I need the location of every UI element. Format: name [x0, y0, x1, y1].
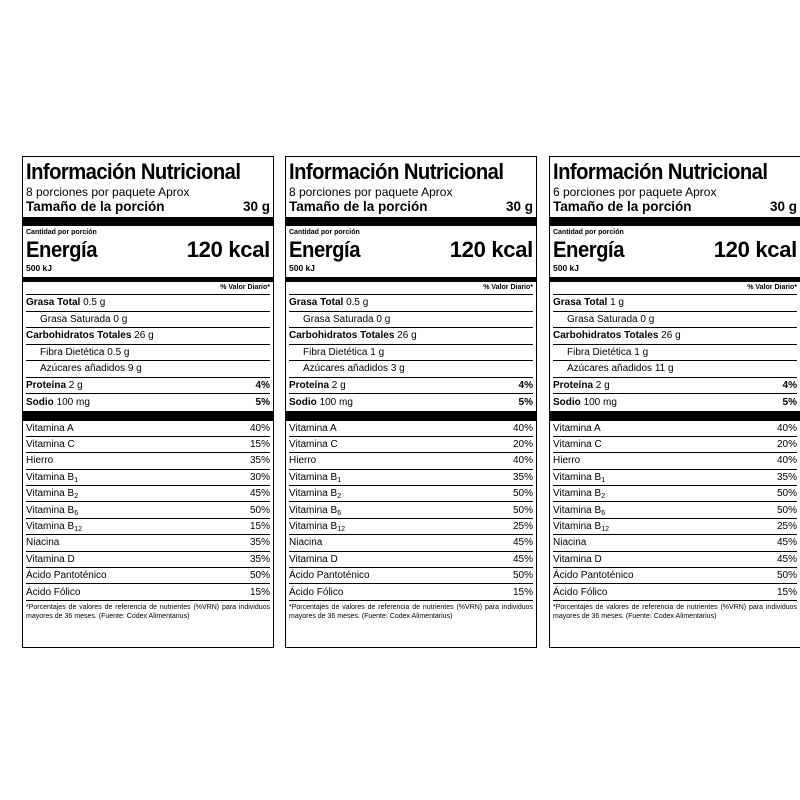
nutrient-name-group: [26, 330, 154, 341]
vitamin-name-group: [553, 537, 586, 548]
nutrient-amount: 0.5 g: [346, 297, 369, 309]
vitamin-name-group: [26, 537, 59, 548]
nutrient-label: Carbohidratos Totales: [26, 330, 132, 342]
vitamin-name-group: [289, 505, 341, 516]
vitamin-name-group: [26, 505, 78, 516]
nutrient-name-group: [289, 297, 368, 308]
nutrient-name-group: [553, 330, 681, 341]
vitamin-percent: 50%: [776, 504, 797, 516]
nutrient-name-group: [26, 363, 142, 374]
vitamin-name-group: [289, 439, 338, 450]
vitamin-name-group: [26, 587, 80, 598]
vitamin-row: [289, 437, 533, 453]
vitamin-percent: 15%: [776, 586, 797, 598]
nutrient-label: Sodio: [289, 396, 317, 408]
nutrient-label: Grasa Saturada: [567, 313, 638, 325]
vitamin-name: Vitamina B: [289, 521, 338, 533]
vitamin-name-group: [553, 472, 605, 483]
vitamin-row: [26, 535, 270, 551]
nutrient-name-group: [289, 380, 346, 391]
nutrient-row: [289, 295, 533, 312]
vitamin-row: [553, 421, 797, 437]
nutrient-percent: 5%: [782, 396, 797, 408]
nutrient-percent: 4%: [255, 379, 270, 391]
nutrient-percent: 5%: [255, 396, 270, 408]
vitamin-name: Hierro: [26, 455, 54, 467]
vitamin-name: Vitamina B: [289, 504, 338, 516]
nutrient-label: Azúcares añadidos: [303, 363, 389, 375]
vitamin-percent: 15%: [512, 586, 533, 598]
nutrient-row: [26, 312, 270, 329]
vitamin-percent: 45%: [512, 537, 533, 549]
vitamin-subscript: 1: [74, 476, 79, 484]
energy-row: [26, 237, 270, 263]
nutrient-row: [553, 328, 797, 345]
nutrient-amount: 2 g: [595, 379, 610, 391]
vitamin-percent: 35%: [249, 537, 270, 549]
vitamin-subscript: 6: [337, 509, 342, 517]
energy-row: [289, 237, 533, 263]
nutrient-row: [289, 394, 533, 411]
vitamin-name: Hierro: [289, 455, 317, 467]
nutrient-name-group: [553, 347, 648, 358]
vitamin-percent: 50%: [512, 488, 533, 500]
nutrient-amount: 2 g: [68, 379, 83, 391]
nutrient-amount: 3 g: [390, 363, 405, 375]
nutrient-amount: 0 g: [376, 313, 391, 325]
nutrient-amount: 1 g: [634, 346, 649, 358]
vitamin-row: [26, 568, 270, 584]
vitamin-percent: 50%: [512, 570, 533, 582]
vitamin-name-group: [553, 554, 602, 565]
label-title: Información Nutricional: [553, 159, 768, 184]
vitamin-row: [289, 552, 533, 568]
serving-size-value: 30 g: [769, 199, 797, 214]
daily-value-header: % Valor Diario*: [26, 282, 270, 295]
vitamin-row: [289, 568, 533, 584]
nutrient-label: Proteína: [26, 379, 67, 391]
energy-label: Energía: [553, 237, 625, 262]
serving-size-row: [289, 199, 533, 217]
vitamin-percent: 50%: [776, 570, 797, 582]
nutrient-name-group: [553, 314, 654, 325]
vitamin-name: Vitamina B: [26, 504, 75, 516]
nutrient-name-group: [26, 380, 83, 391]
nutrient-name-group: [289, 363, 405, 374]
vitamin-name: Vitamina A: [553, 422, 601, 434]
nutrient-label: Azúcares añadidos: [40, 363, 126, 375]
nutrient-amount: 100 mg: [56, 396, 90, 408]
nutrient-row: [26, 295, 270, 312]
vitamin-row: [289, 584, 533, 600]
vitamin-subscript: 1: [337, 476, 342, 484]
vitamin-row: [26, 519, 270, 535]
nutrient-row: [289, 378, 533, 395]
vitamin-name: Vitamina B: [553, 471, 602, 483]
vitamin-name-group: [553, 439, 602, 450]
nutrient-amount: 1 g: [610, 297, 624, 309]
vitamin-percent: 45%: [249, 488, 270, 500]
nutrient-amount: 26 g: [397, 330, 417, 342]
divider-thick: [286, 217, 536, 226]
nutrient-label: Grasa Total: [553, 297, 608, 309]
nutrient-name-group: [289, 330, 417, 341]
energy-value: 120 kcal: [186, 237, 270, 262]
vitamin-percent: 35%: [249, 553, 270, 565]
vitamin-name-group: [289, 455, 316, 466]
amount-per-serving: Cantidad por porción: [289, 229, 360, 236]
energy-kj: 500 kJ: [553, 263, 579, 273]
vitamin-percent: 15%: [249, 521, 270, 533]
vitamin-name: Vitamina B: [26, 488, 75, 500]
vitamin-row: [553, 584, 797, 600]
vitamin-percent: 40%: [512, 422, 533, 434]
vitamin-percent: 50%: [776, 488, 797, 500]
footnote: *Porcentajes de valores de referencia de nutrientes (%VRN) para individuos mayores de 36 meses. (Fuente: Codex Alimentarius): [289, 603, 533, 620]
vitamin-percent: 25%: [512, 521, 533, 533]
vitamin-row: [289, 535, 533, 551]
vitamin-percent: 50%: [512, 504, 533, 516]
vitamin-name-group: [26, 570, 107, 581]
nutrient-name-group: [553, 363, 674, 374]
nutrient-row: [26, 328, 270, 345]
label-title: Información Nutricional: [26, 159, 241, 184]
vitamin-name: Vitamina D: [26, 553, 75, 565]
amount-per-serving: Cantidad por porción: [26, 229, 97, 236]
vitamin-row: [553, 502, 797, 518]
vitamin-row: [289, 486, 533, 502]
vitamin-row: [26, 502, 270, 518]
vitamin-name: Vitamina C: [289, 439, 338, 451]
vitamin-row: [553, 470, 797, 486]
divider-thick: [23, 411, 273, 421]
serving-size-label: Tamaño de la porción: [26, 199, 165, 214]
vitamin-name-group: [553, 505, 605, 516]
nutrient-row: [289, 345, 533, 362]
nutrient-amount: 0.5 g: [107, 346, 130, 358]
vitamin-name-group: [26, 439, 75, 450]
daily-value-header: % Valor Diario*: [553, 282, 797, 295]
vitamin-name: Vitamina A: [289, 422, 337, 434]
vitamin-name: Vitamina B: [26, 471, 75, 483]
vitamin-name: Vitamina B: [289, 488, 338, 500]
vitamin-name: Vitamina A: [26, 422, 74, 434]
nutrient-row: [26, 378, 270, 395]
daily-value-header: % Valor Diario*: [289, 282, 533, 295]
servings-per-package: 6 porciones por paquete Aprox: [553, 185, 717, 199]
vitamin-subscript: 12: [74, 526, 82, 534]
vitamin-name-group: [553, 521, 609, 532]
vitamin-name: Vitamina D: [553, 553, 602, 565]
nutrient-row: [289, 312, 533, 329]
vitamin-name-group: [26, 488, 78, 499]
vitamin-row: [289, 421, 533, 437]
nutrition-label: [549, 156, 800, 648]
nutrient-amount: 9 g: [127, 363, 142, 375]
vitamin-row: [26, 437, 270, 453]
vitamin-name: Ácido Fólico: [289, 586, 344, 598]
nutrient-label: Carbohidratos Totales: [289, 330, 395, 342]
energy-value: 120 kcal: [713, 237, 797, 262]
nutrient-amount: 26 g: [661, 330, 681, 342]
vitamin-row: [553, 486, 797, 502]
vitamin-name-group: [26, 521, 82, 532]
nutrient-name-group: [26, 297, 105, 308]
nutrient-amount: 1 g: [370, 346, 385, 358]
nutrient-label: Sodio: [553, 396, 581, 408]
vitamin-name-group: [289, 488, 341, 499]
divider-thick: [550, 411, 800, 421]
servings-per-package: 8 porciones por paquete Aprox: [289, 185, 453, 199]
vitamin-subscript: 2: [74, 493, 79, 501]
vitamin-percent: 40%: [512, 455, 533, 467]
nutrient-row: [26, 361, 270, 378]
vitamin-name-group: [26, 472, 78, 483]
energy-label: Energía: [289, 237, 361, 262]
divider-thick: [286, 411, 536, 421]
serving-size-label: Tamaño de la porción: [289, 199, 428, 214]
nutrient-row: [289, 361, 533, 378]
vitamin-row: [289, 519, 533, 535]
energy-kj: 500 kJ: [26, 263, 52, 273]
vitamin-name: Vitamina C: [553, 439, 602, 451]
vitamin-name: Niacina: [553, 537, 587, 549]
vitamin-row: [26, 486, 270, 502]
vitamin-percent: 40%: [776, 422, 797, 434]
vitamin-name: Ácido Pantoténico: [26, 570, 107, 582]
vitamin-subscript: 1: [601, 476, 606, 484]
nutrient-percent: 4%: [782, 379, 797, 391]
vitamin-subscript: 6: [601, 509, 606, 517]
vitamin-name: Vitamina B: [553, 521, 602, 533]
vitamin-name-group: [289, 554, 338, 565]
vitamin-percent: 45%: [776, 537, 797, 549]
nutrient-label: Fibra Dietética: [303, 346, 368, 358]
vitamin-name: Vitamina B: [553, 488, 602, 500]
vitamin-name-group: [289, 537, 322, 548]
vitamin-name: Niacina: [289, 537, 323, 549]
nutrient-amount: 100 mg: [583, 396, 617, 408]
nutrient-row: [553, 295, 797, 312]
vitamin-row: [553, 568, 797, 584]
footnote: *Porcentajes de valores de referencia de nutrientes (%VRN) para individuos mayores de 36 meses. (Fuente: Codex Alimentarius): [26, 603, 270, 620]
nutrient-label: Proteína: [553, 379, 594, 391]
vitamin-row: [289, 470, 533, 486]
serving-size-row: [553, 199, 797, 217]
vitamin-name: Niacina: [26, 537, 60, 549]
vitamin-name: Vitamina B: [26, 521, 75, 533]
vitamin-name: Vitamina B: [553, 504, 602, 516]
nutrient-label: Grasa Total: [26, 297, 81, 309]
vitamin-percent: 45%: [512, 553, 533, 565]
vitamin-row: [553, 552, 797, 568]
nutrient-name-group: [26, 397, 90, 408]
vitamin-name-group: [289, 472, 341, 483]
nutrient-label: Grasa Saturada: [303, 313, 374, 325]
nutrient-label: Sodio: [26, 396, 54, 408]
vitamin-name-group: [289, 521, 345, 532]
vitamin-row: [289, 502, 533, 518]
vitamin-percent: 40%: [776, 455, 797, 467]
vitamin-percent: 35%: [512, 471, 533, 483]
vitamin-percent: 50%: [249, 504, 270, 516]
nutrient-row: [553, 345, 797, 362]
vitamin-name: Ácido Fólico: [26, 586, 81, 598]
nutrient-label: Carbohidratos Totales: [553, 330, 659, 342]
vitamin-percent: 20%: [512, 439, 533, 451]
divider-thick: [550, 217, 800, 226]
label-title: Información Nutricional: [289, 159, 504, 184]
nutrient-name-group: [553, 397, 617, 408]
vitamin-name-group: [553, 488, 605, 499]
nutrient-label: Grasa Saturada: [40, 313, 111, 325]
nutrient-name-group: [289, 314, 390, 325]
nutrient-amount: 2 g: [331, 379, 346, 391]
nutrient-row: [26, 394, 270, 411]
nutrient-amount: 11 g: [654, 363, 674, 375]
vitamin-name-group: [26, 554, 75, 565]
vitamin-name-group: [553, 455, 580, 466]
vitamin-name-group: [553, 423, 601, 434]
nutrient-label: Fibra Dietética: [40, 346, 105, 358]
vitamin-row: [26, 421, 270, 437]
nutrient-label: Azúcares añadidos: [567, 363, 653, 375]
vitamin-row: [26, 470, 270, 486]
vitamin-percent: 45%: [776, 553, 797, 565]
amount-per-serving: Cantidad por porción: [553, 229, 624, 236]
nutrient-amount: 26 g: [134, 330, 154, 342]
divider-thick: [23, 217, 273, 226]
nutrient-label: Grasa Total: [289, 297, 344, 309]
vitamin-percent: 35%: [249, 455, 270, 467]
vitamin-percent: 15%: [249, 439, 270, 451]
vitamin-name-group: [553, 587, 607, 598]
nutrient-row: [553, 312, 797, 329]
vitamin-name: Ácido Pantoténico: [289, 570, 370, 582]
nutrient-row: [553, 361, 797, 378]
nutrient-name-group: [289, 347, 384, 358]
vitamin-name-group: [553, 570, 634, 581]
vitamin-percent: 25%: [776, 521, 797, 533]
vitamin-name-group: [289, 570, 370, 581]
nutrient-name-group: [26, 314, 127, 325]
vitamin-subscript: 6: [74, 509, 79, 517]
servings-per-package: 8 porciones por paquete Aprox: [26, 185, 190, 199]
vitamin-name-group: [26, 455, 53, 466]
nutrition-label: [285, 156, 537, 648]
nutrient-name-group: [553, 297, 624, 308]
nutrition-label: [22, 156, 274, 648]
vitamin-row: [26, 584, 270, 600]
energy-value: 120 kcal: [449, 237, 533, 262]
energy-kj: 500 kJ: [289, 263, 315, 273]
nutrient-row: [26, 345, 270, 362]
vitamin-name: Hierro: [553, 455, 581, 467]
vitamin-name: Ácido Fólico: [553, 586, 608, 598]
vitamin-name: Ácido Pantoténico: [553, 570, 634, 582]
vitamin-row: [553, 437, 797, 453]
nutrient-label: Proteína: [289, 379, 330, 391]
vitamin-row: [289, 453, 533, 469]
vitamin-subscript: 12: [601, 526, 609, 534]
nutrient-percent: 4%: [518, 379, 533, 391]
vitamin-row: [26, 552, 270, 568]
vitamin-row: [553, 519, 797, 535]
vitamin-percent: 20%: [776, 439, 797, 451]
vitamin-percent: 30%: [249, 471, 270, 483]
vitamin-name: Vitamina B: [289, 471, 338, 483]
vitamin-percent: 15%: [249, 586, 270, 598]
vitamin-row: [26, 453, 270, 469]
vitamin-name-group: [289, 587, 343, 598]
vitamin-name-group: [289, 423, 337, 434]
nutrient-name-group: [26, 347, 130, 358]
vitamin-name-group: [26, 423, 74, 434]
nutrient-name-group: [289, 397, 353, 408]
serving-size-value: 30 g: [242, 199, 270, 214]
nutrient-label: Fibra Dietética: [567, 346, 632, 358]
energy-row: [553, 237, 797, 263]
nutrient-row: [553, 378, 797, 395]
nutrient-amount: 0 g: [113, 313, 128, 325]
nutrient-amount: 0 g: [640, 313, 655, 325]
vitamin-subscript: 12: [337, 526, 345, 534]
vitamin-row: [553, 535, 797, 551]
nutrient-row: [289, 328, 533, 345]
vitamin-percent: 50%: [249, 570, 270, 582]
serving-size-row: [26, 199, 270, 217]
vitamin-percent: 40%: [249, 422, 270, 434]
footnote: *Porcentajes de valores de referencia de nutrientes (%VRN) para individuos mayores de 36 meses. (Fuente: Codex Alimentarius): [553, 603, 797, 620]
nutrient-percent: 5%: [518, 396, 533, 408]
serving-size-label: Tamaño de la porción: [553, 199, 692, 214]
vitamin-subscript: 2: [601, 493, 606, 501]
nutrient-name-group: [553, 380, 610, 391]
vitamin-name: Vitamina C: [26, 439, 75, 451]
vitamin-row: [553, 453, 797, 469]
nutrient-amount: 100 mg: [319, 396, 353, 408]
vitamin-percent: 35%: [776, 471, 797, 483]
nutrient-amount: 0.5 g: [83, 297, 106, 309]
vitamin-subscript: 2: [337, 493, 342, 501]
nutrient-row: [553, 394, 797, 411]
serving-size-value: 30 g: [505, 199, 533, 214]
energy-label: Energía: [26, 237, 98, 262]
vitamin-name: Vitamina D: [289, 553, 338, 565]
